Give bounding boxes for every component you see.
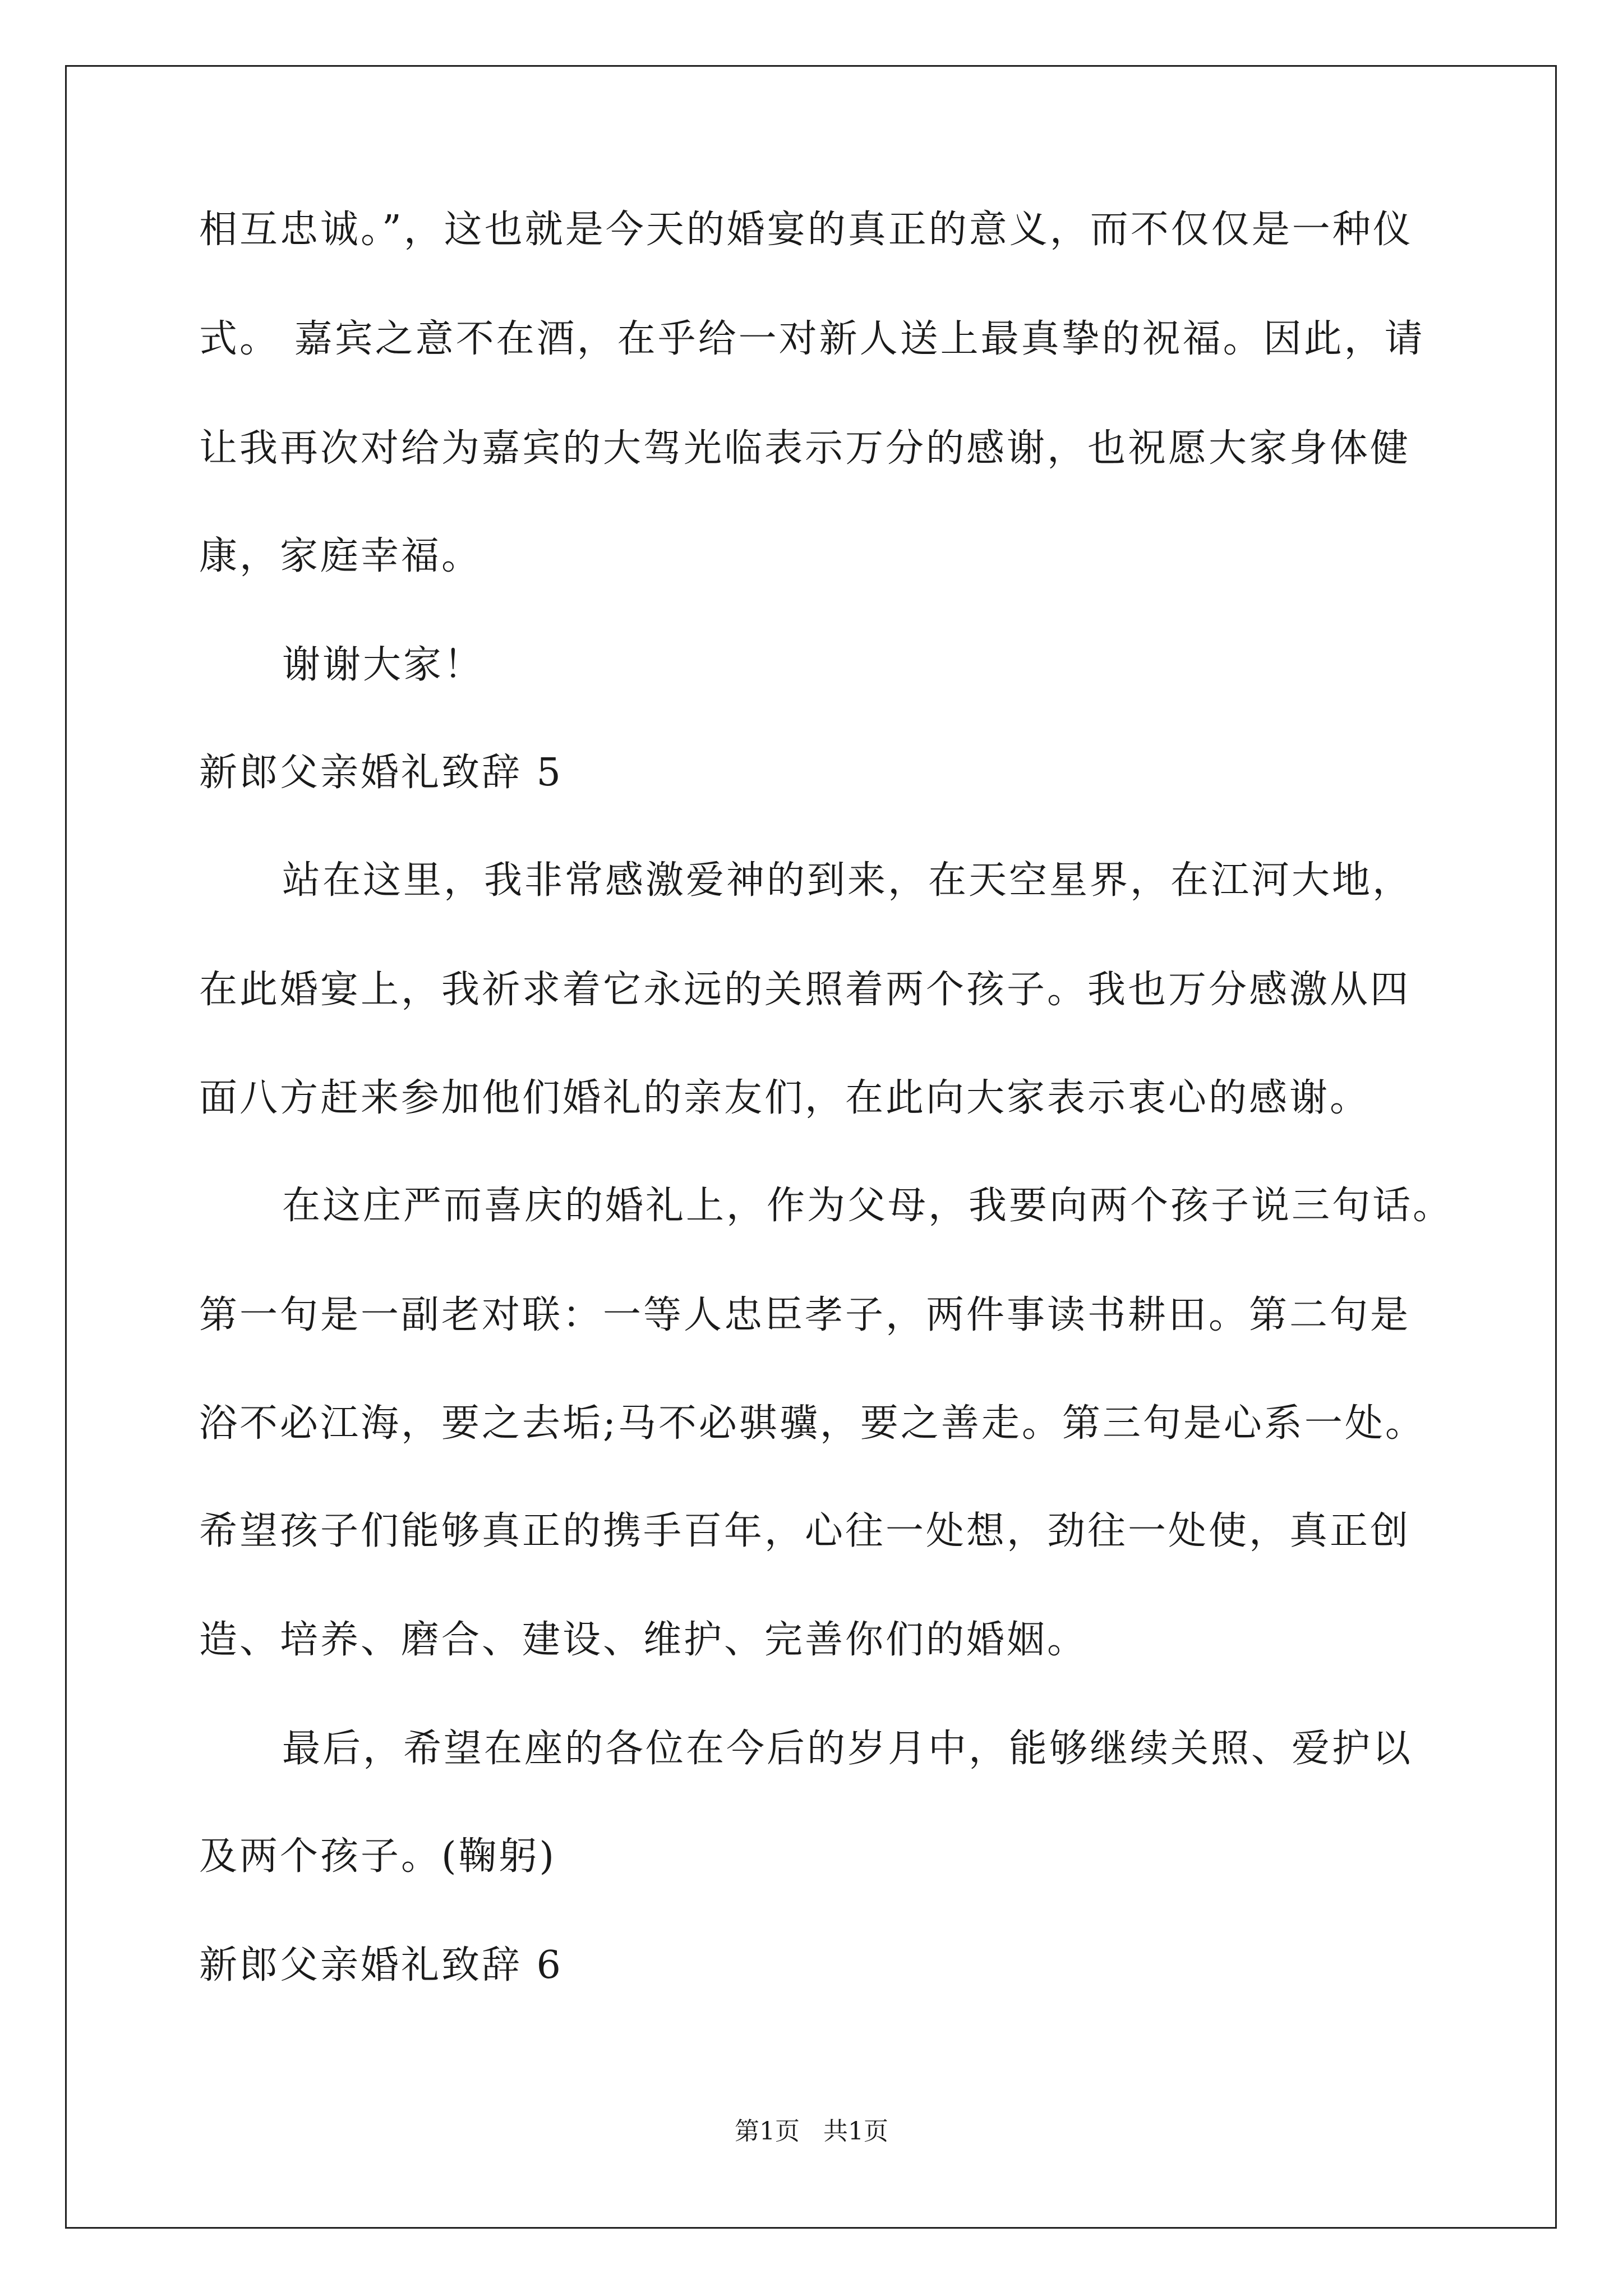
paragraph-line: 浴不必江海，要之去垢;马不必骐骥，要之善走。第三句是心系一处。 [199,1401,1426,1446]
page-border [65,65,1557,2229]
paragraph-line: 站在这里，我非常感激爱神的到来，在天空星界，在江河大地， [282,858,1413,903]
paragraph-line: 在此婚宴上，我祈求着它永远的关照着两个孩子。我也万分感激从四 [199,968,1411,1012]
paragraph-line: 面八方赶来参加他们婚礼的亲友们，在此向大家表示衷心的感谢。 [199,1076,1371,1120]
paragraph-line: 康，家庭幸福。 [199,534,482,578]
page-footer: 第1页 共1页 [735,2117,888,2146]
paragraph-line: 式。 嘉宾之意不在酒，在乎给一对新人送上最真挚的祝福。因此，请 [199,317,1425,361]
paragraph-line: 让我再次对给为嘉宾的大驾光临表示万分的感谢，也祝愿大家身体健 [199,426,1411,471]
paragraph-line: 及两个孩子。(鞠躬) [199,1834,557,1879]
paragraph-line: 造、培养、磨合、建设、维护、完善你们的婚姻。 [199,1618,1088,1662]
paragraph-line: 希望孩子们能够真正的携手百年，心往一处想，劲往一处使，真正创 [199,1509,1411,1553]
paragraph-line: 相互忠诚。”，这也就是今天的婚宴的真正的意义，而不仅仅是一种仪 [199,208,1413,252]
closing-thanks: 谢谢大家！ [282,643,485,687]
paragraph-line: 在这庄严而喜庆的婚礼上，作为父母，我要向两个孩子说三句话。 [282,1184,1454,1228]
paragraph-line: 最后，希望在座的各位在今后的岁月中，能够继续关照、爱护以 [282,1727,1413,1771]
section-heading: 新郎父亲婚礼致辞 6 [199,1943,563,1987]
section-heading: 新郎父亲婚礼致辞 5 [199,751,563,795]
paragraph-line: 第一句是一副老对联：一等人忠臣孝子，两件事读书耕田。第二句是 [199,1293,1411,1337]
